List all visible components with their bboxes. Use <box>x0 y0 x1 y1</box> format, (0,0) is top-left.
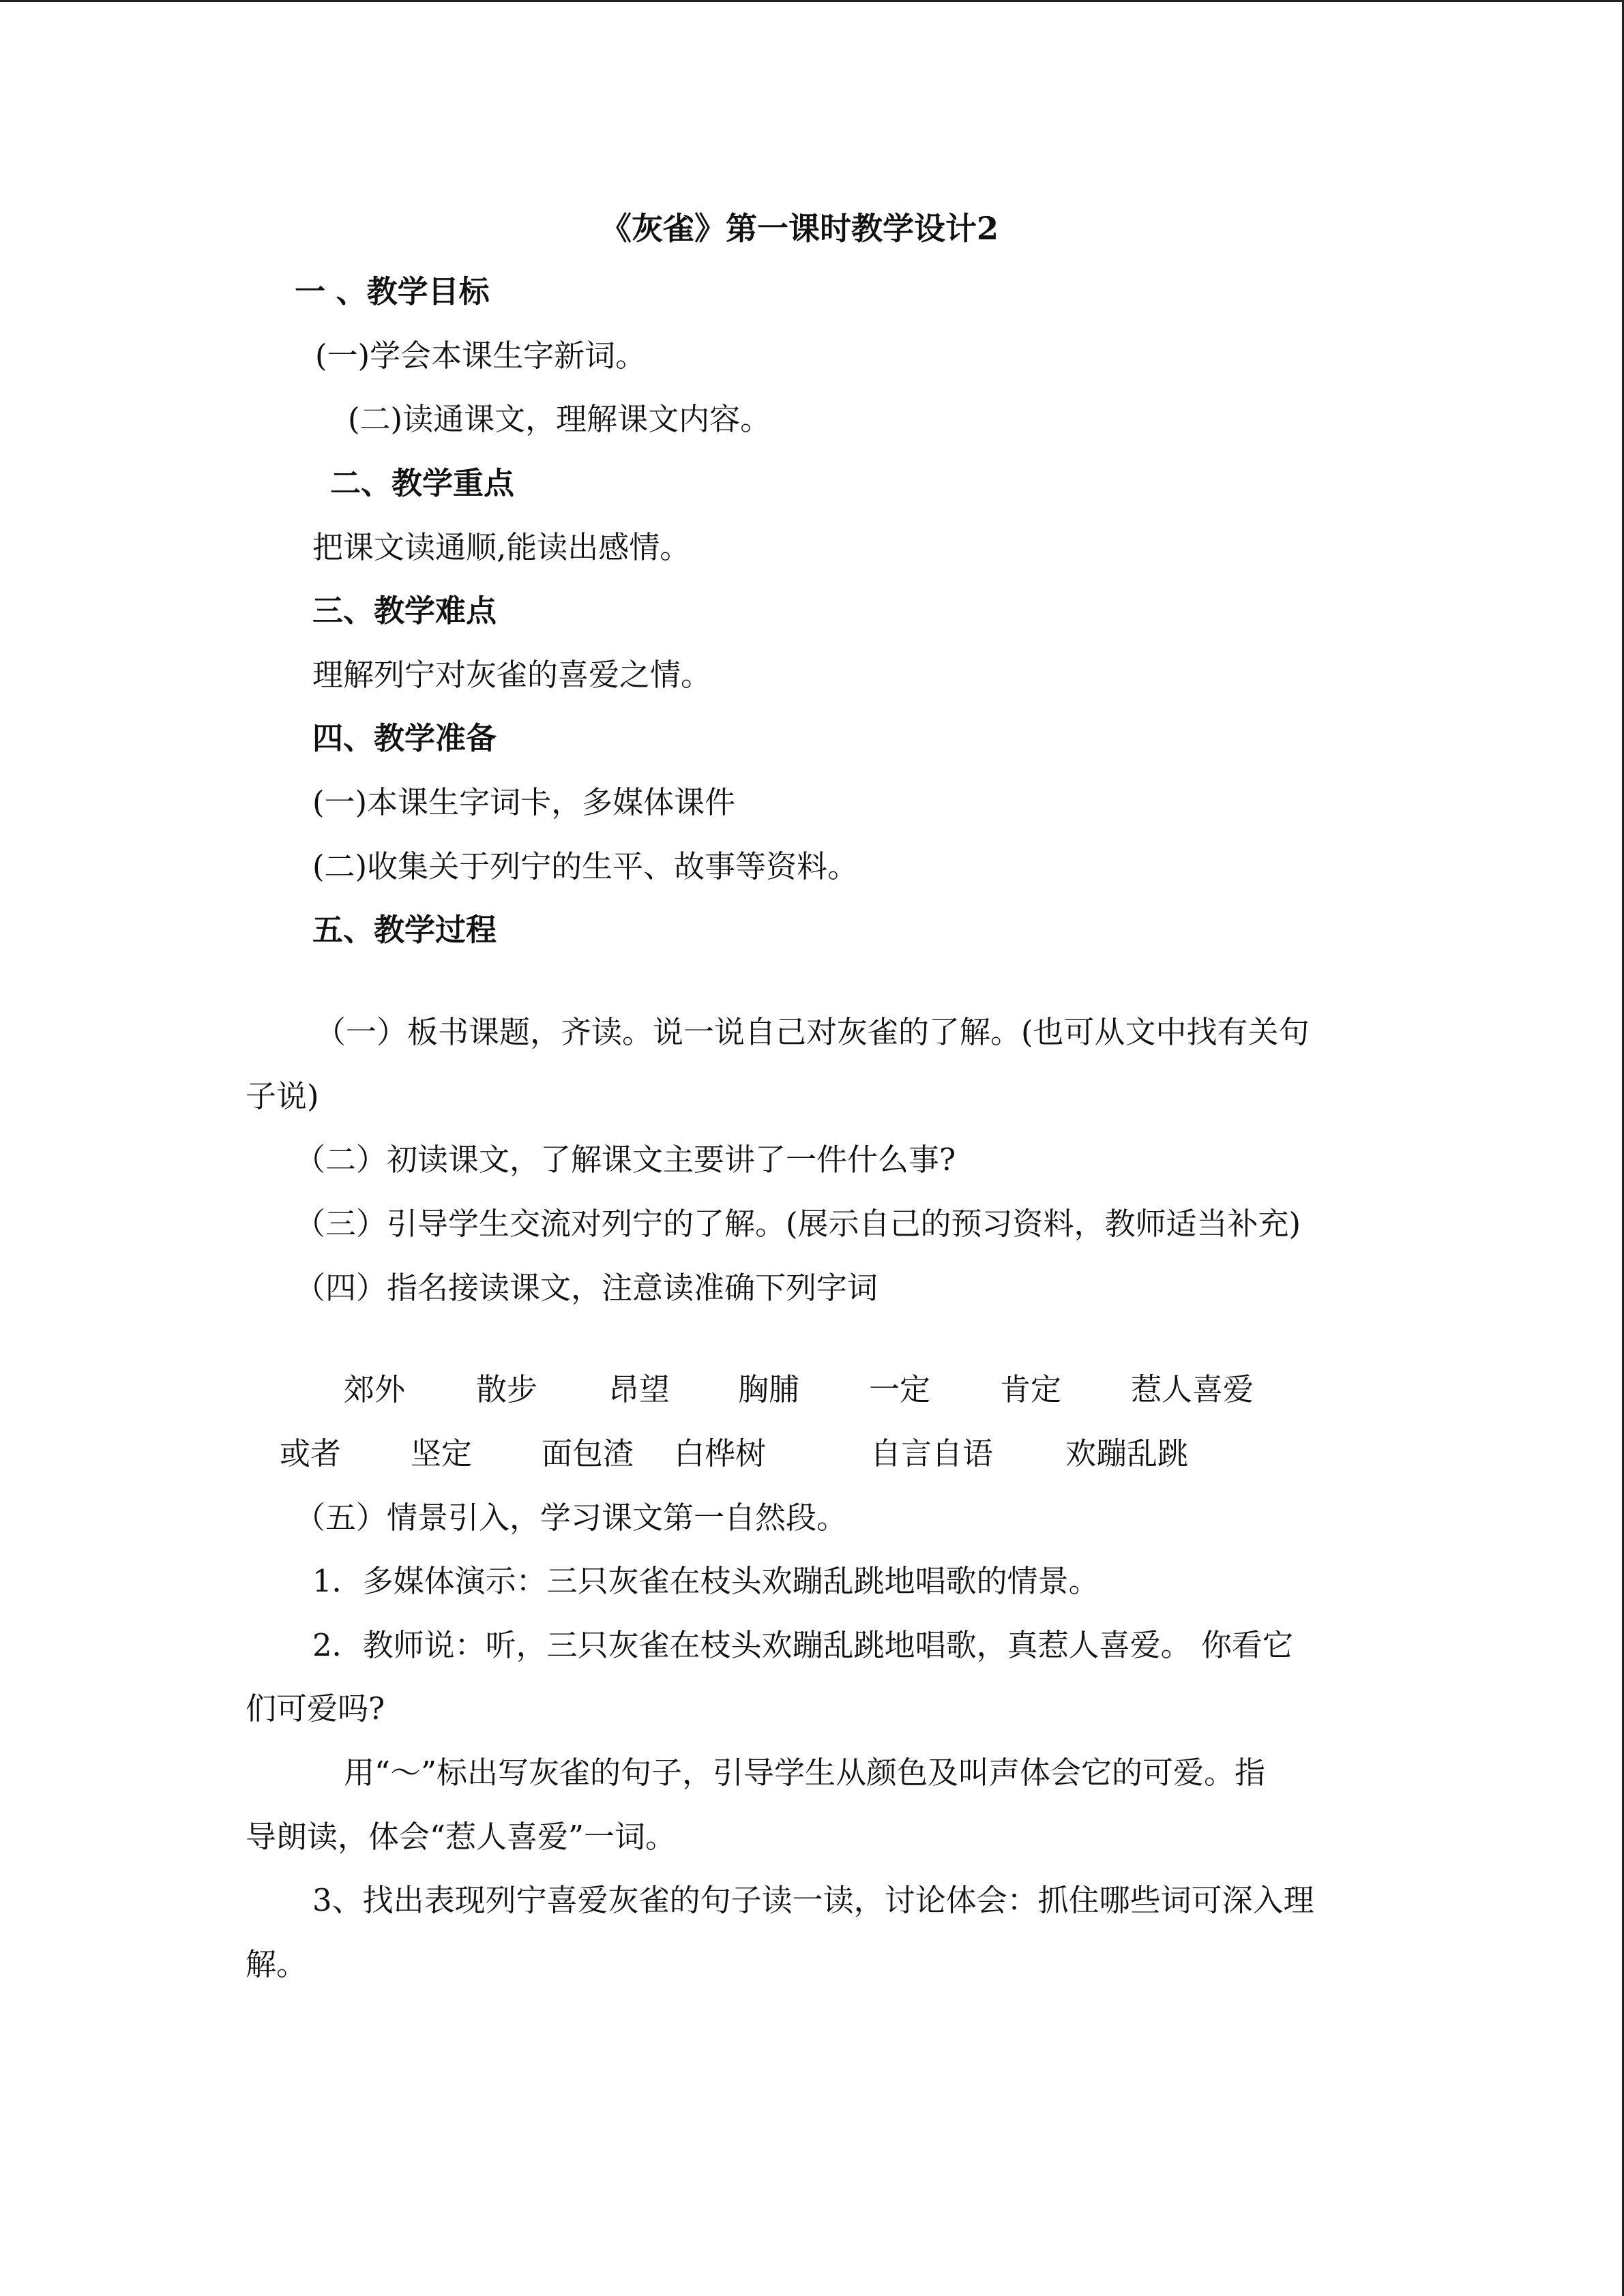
vocab-word: 自言自语 <box>870 1435 994 1472</box>
difficulties-text: 理解列宁对灰雀的喜爱之情。 <box>312 657 712 693</box>
vocab-word: 坚定 <box>411 1435 473 1472</box>
vocab-word: 昂望 <box>608 1371 670 1407</box>
sub-step-3-line-1: 3、找出表现列宁喜爱灰雀的句子读一读，讨论体会：抓住哪些词可深入理 <box>312 1882 1314 1918</box>
process-step-3: （三）引导学生交流对列宁的了解。(展示自己的预习资料，教师适当补充) <box>295 1206 1301 1242</box>
vocab-word: 散步 <box>476 1371 538 1407</box>
preparation-1: (一)本课生字词卡，多媒体课件 <box>312 784 736 820</box>
section-heading-preparation: 四、教学准备 <box>312 720 497 756</box>
vocab-word: 肯定 <box>1000 1371 1062 1407</box>
sub-step-1: 1．多媒体演示：三只灰雀在枝头欢蹦乱跳地唱歌的情景。 <box>312 1563 1099 1599</box>
preparation-2: (二)收集关于列宁的生平、故事等资料。 <box>312 848 859 884</box>
section-heading-difficulties: 三、教学难点 <box>312 593 497 629</box>
page-top-border <box>0 0 1624 2</box>
vocab-word: 面包渣 <box>542 1435 634 1472</box>
vocab-word: 惹人喜爱 <box>1131 1371 1254 1407</box>
vocab-word: 白桦树 <box>674 1435 767 1472</box>
process-step-4: （四）指名接读课文，注意读准确下列字词 <box>295 1270 879 1306</box>
section-heading-process: 五、教学过程 <box>312 912 497 948</box>
objective-1: (一)学会本课生字新词。 <box>315 338 647 374</box>
process-step-1-line-2: 子说) <box>246 1078 319 1114</box>
vocab-word: 或者 <box>280 1435 342 1472</box>
sub-step-2-line-2: 们可爱吗? <box>246 1690 385 1727</box>
vocab-word: 胸脯 <box>738 1371 800 1407</box>
section-heading-objectives: 一 、教学目标 <box>295 273 490 310</box>
key-points-text: 把课文读通顺,能读出感情。 <box>312 529 691 565</box>
section-heading-key-points: 二、教学重点 <box>330 465 515 501</box>
sub-step-2-line-4: 导朗读，体会“惹人喜爱”一词。 <box>246 1819 677 1855</box>
vocab-word: 郊外 <box>344 1371 406 1407</box>
process-step-2: （二）初读课文，了解课文主要讲了一件什么事? <box>295 1142 956 1178</box>
vocab-word: 欢蹦乱跳 <box>1065 1435 1189 1472</box>
sub-step-3-line-2: 解。 <box>246 1946 308 1982</box>
sub-step-2-line-1: 2．教师说：听，三只灰雀在枝头欢蹦乱跳地唱歌，真惹人喜爱。 你看它 <box>312 1627 1293 1663</box>
process-step-1-line-1: （一）板书课题，齐读。说一说自己对灰雀的了解。(也可从文中找有关句 <box>315 1014 1310 1050</box>
vocab-word: 一定 <box>869 1371 931 1407</box>
sub-step-2-line-3: 用“～”标出写灰雀的句子，引导学生从颜色及叫声体会它的可爱。指 <box>344 1755 1266 1791</box>
document-title: 《灰雀》第一课时教学设计2 <box>600 210 999 247</box>
objective-2: (二)读通课文，理解课文内容。 <box>348 401 771 437</box>
process-step-5: （五）情景引入，学习课文第一自然段。 <box>295 1500 848 1536</box>
